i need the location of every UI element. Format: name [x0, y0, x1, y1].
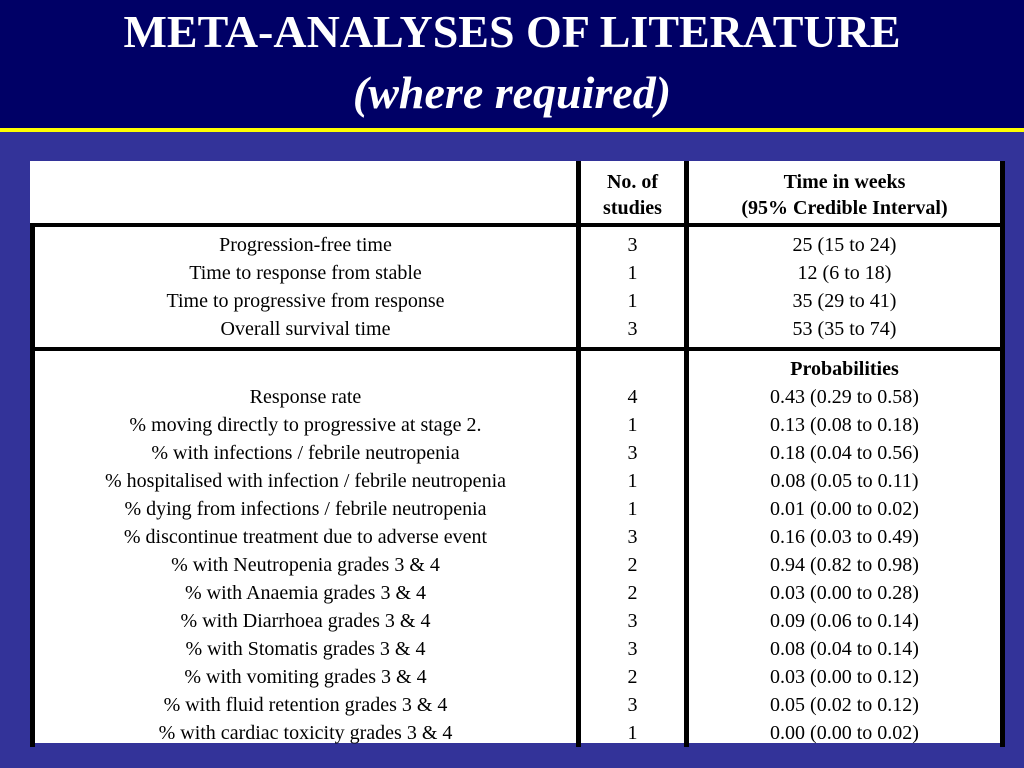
row-studies-count: 3 [579, 523, 687, 551]
row-label: % hospitalised with infection / febrile neutropenia [33, 467, 579, 495]
table-row [33, 439, 1003, 467]
row-label: % with vomiting grades 3 & 4 [33, 663, 579, 691]
row-value: 0.18 (0.04 to 0.56) [687, 439, 1003, 467]
row-studies-count: 1 [579, 287, 687, 315]
row-value: 0.03 (0.00 to 0.12) [687, 663, 1003, 691]
row-studies-count: 3 [579, 315, 687, 349]
table-row [33, 551, 1003, 579]
row-value: 0.94 (0.82 to 0.98) [687, 551, 1003, 579]
row-value: 0.01 (0.00 to 0.02) [687, 495, 1003, 523]
meta-analysis-table [30, 161, 1005, 747]
row-label: % with infections / febrile neutropenia [33, 439, 579, 467]
table-row [33, 635, 1003, 663]
header-time-cell [687, 161, 1003, 225]
table-row [33, 579, 1003, 607]
row-studies-count: 1 [579, 467, 687, 495]
row-value: 0.16 (0.03 to 0.49) [687, 523, 1003, 551]
table-row [33, 719, 1003, 747]
row-label: % moving directly to progressive at stage 2. [33, 411, 579, 439]
row-studies-count: 2 [579, 551, 687, 579]
table-row [33, 259, 1003, 287]
row-label: % with Stomatis grades 3 & 4 [33, 635, 579, 663]
row-value: 0.08 (0.05 to 0.11) [687, 467, 1003, 495]
table-body [33, 161, 1003, 747]
row-value: 12 (6 to 18) [687, 259, 1003, 287]
row-label: % with Neutropenia grades 3 & 4 [33, 551, 579, 579]
accent-rule [0, 128, 1024, 132]
table-row [33, 523, 1003, 551]
probabilities-empty-studies-cell [579, 349, 687, 383]
row-studies-count: 1 [579, 411, 687, 439]
row-value: 35 (29 to 41) [687, 287, 1003, 315]
table-row [33, 315, 1003, 349]
table-row [33, 467, 1003, 495]
header-studies-line1: No. of [606, 171, 659, 193]
table-row [33, 287, 1003, 315]
table-row [33, 691, 1003, 719]
row-label: % with Anaemia grades 3 & 4 [33, 579, 579, 607]
row-value: 53 (35 to 74) [687, 315, 1003, 349]
row-value: 0.43 (0.29 to 0.58) [687, 383, 1003, 411]
row-label: % dying from infections / febrile neutropenia [33, 495, 579, 523]
table-header-row [33, 161, 1003, 225]
row-studies-count: 1 [579, 495, 687, 523]
table-row [33, 607, 1003, 635]
row-label: Response rate [33, 383, 579, 411]
row-label: % discontinue treatment due to adverse event [33, 523, 579, 551]
row-studies-count: 2 [579, 579, 687, 607]
header-studies-line2: studies [603, 197, 662, 219]
header-studies-cell [579, 161, 687, 225]
probabilities-empty-cell [33, 349, 579, 383]
header-time-line1: Time in weeks [783, 171, 906, 193]
row-studies-count: 3 [579, 691, 687, 719]
row-value: 0.13 (0.08 to 0.18) [687, 411, 1003, 439]
row-label: Progression-free time [33, 225, 579, 259]
row-value: 0.00 (0.00 to 0.02) [687, 719, 1003, 747]
probabilities-header: Probabilities [687, 349, 1003, 383]
row-value: 0.03 (0.00 to 0.28) [687, 579, 1003, 607]
row-label: % with cardiac toxicity grades 3 & 4 [33, 719, 579, 747]
row-label: % with Diarrhoea grades 3 & 4 [33, 607, 579, 635]
row-studies-count: 4 [579, 383, 687, 411]
row-studies-count: 2 [579, 663, 687, 691]
table-row [33, 663, 1003, 691]
row-studies-count: 1 [579, 259, 687, 287]
row-value: 0.09 (0.06 to 0.14) [687, 607, 1003, 635]
row-label: Overall survival time [33, 315, 579, 349]
table-row [33, 495, 1003, 523]
row-studies-count: 3 [579, 635, 687, 663]
table-row [33, 225, 1003, 259]
table-row [33, 411, 1003, 439]
row-value: 0.05 (0.02 to 0.12) [687, 691, 1003, 719]
header-empty-cell [33, 161, 579, 225]
meta-analysis-table-container [30, 161, 1000, 743]
row-label: % with fluid retention grades 3 & 4 [33, 691, 579, 719]
row-studies-count: 3 [579, 225, 687, 259]
title-bar [0, 0, 1024, 128]
row-value: 25 (15 to 24) [687, 225, 1003, 259]
row-label: Time to progressive from response [33, 287, 579, 315]
probabilities-header-row [33, 349, 1003, 383]
row-studies-count: 1 [579, 719, 687, 747]
header-time-line2: (95% Credible Interval) [741, 197, 948, 219]
table-row [33, 383, 1003, 411]
slide-subtitle: (where required) [352, 67, 672, 118]
row-studies-count: 3 [579, 439, 687, 467]
row-value: 0.08 (0.04 to 0.14) [687, 635, 1003, 663]
slide-title: META-ANALYSES OF LITERATURE [123, 6, 901, 57]
row-label: Time to response from stable [33, 259, 579, 287]
row-studies-count: 3 [579, 607, 687, 635]
